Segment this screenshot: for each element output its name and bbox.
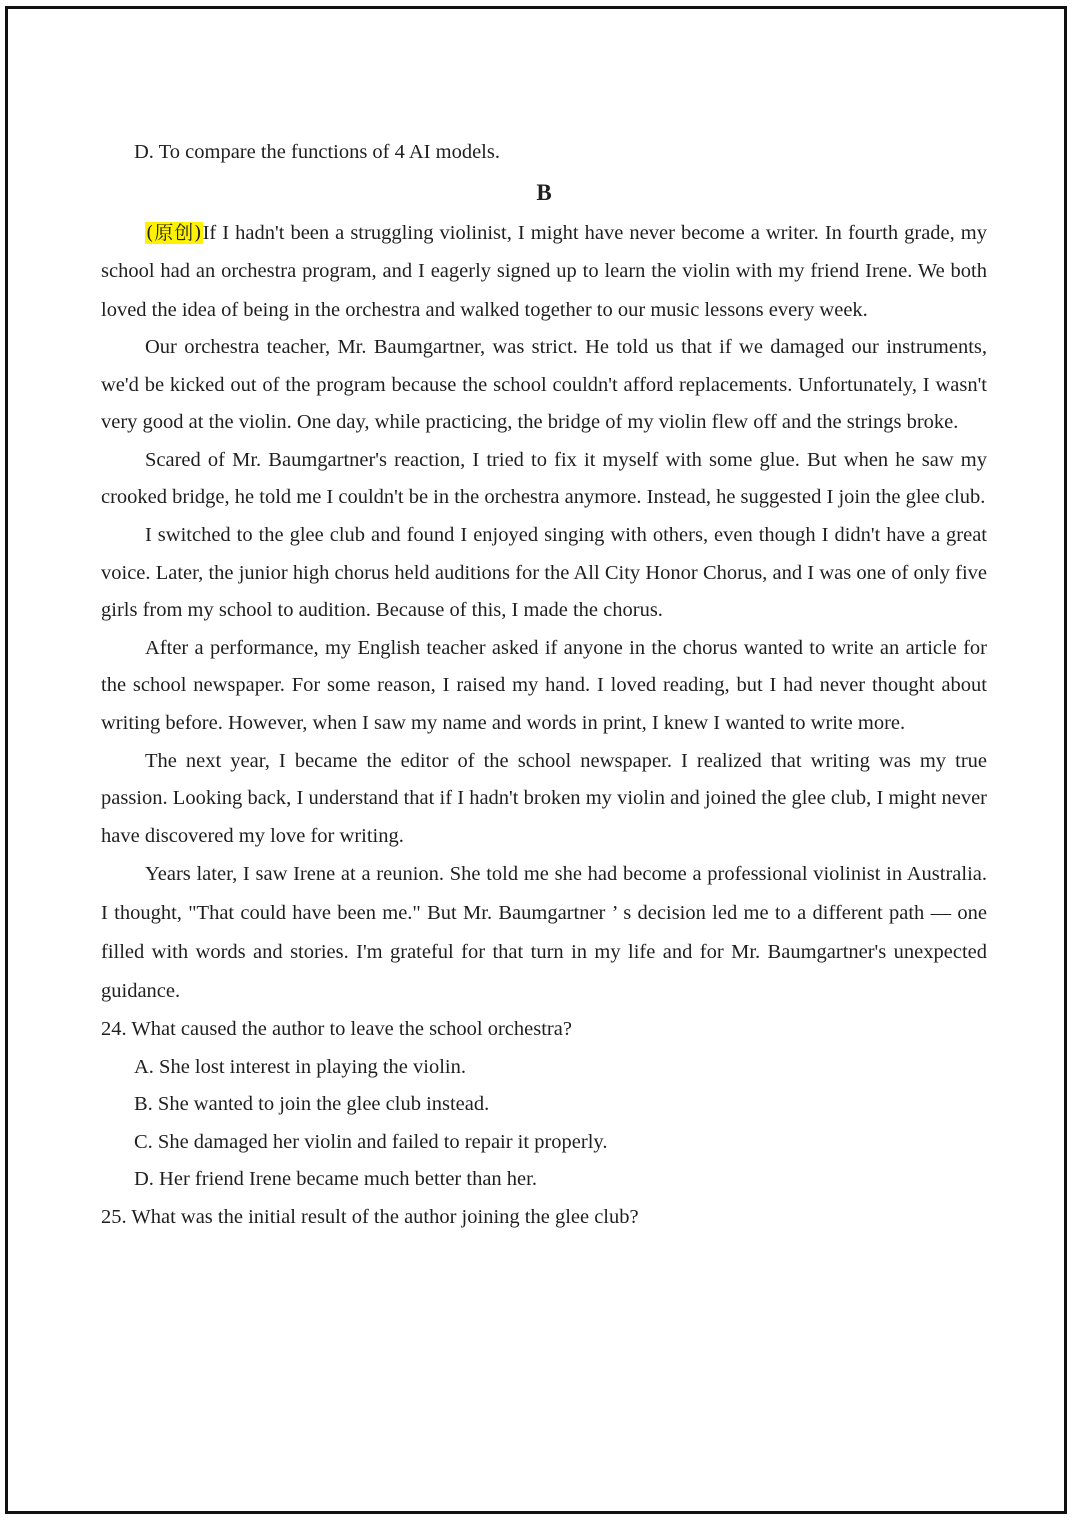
exam-page xyxy=(5,6,1067,1514)
page-content xyxy=(101,134,987,1236)
passage-paragraph xyxy=(101,517,987,630)
prev-question-option-d: D. To compare the functions of 4 AI models. xyxy=(134,141,500,163)
section-heading: B xyxy=(536,179,552,205)
answer-option: D. Her friend Irene became much better than her. xyxy=(134,1168,537,1191)
original-tag: (原创) xyxy=(146,221,202,244)
paragraph-text: I switched to the glee club and found I enjoyed singing with others, even though I didn't have a great voice. Later, the junior high chorus held auditions for the All City Honor Chorus, and I was one of only five girls from my school to audition. Because of this, I made the chorus. xyxy=(101,523,987,622)
paragraph-text: Our orchestra teacher, Mr. Baumgartner, was strict. He told us that if we damaged our instruments, we'd be kicked out of the program because the school couldn't afford replacements. Unfortunately, I wasn't very good at the violin. One day, while practicing, the bridge of my violin flew off and the strings broke. xyxy=(101,336,987,434)
paragraph-text: If I hadn't been a struggling violinist, I might have never become a writer. In fourth grade, my school had an orchestra program, and I eagerly signed up to learn the violin with my friend Irene. We both loved the idea of being in the orchestra and walked together to our music lessons every week. xyxy=(101,221,987,321)
paragraph-text: After a performance, my English teacher asked if anyone in the chorus wanted to write an article for the school newspaper. For some reason, I raised my hand. I loved reading, but I had never thought about writing before. However, when I saw my name and words in print, I knew I wanted to write more. xyxy=(101,636,987,734)
passage-paragraph xyxy=(101,630,987,743)
question-stem: 24. What caused the author to leave the school orchestra? xyxy=(101,1018,572,1041)
paragraph-text: Years later, I saw Irene at a reunion. She told me she had become a professional violinist in Australia. I thought, "That could have been me." But Mr. Baumgartner ’ s decision led me to a different path — one filled with words and stories. I'm grateful for that turn in my life and for Mr. Baumgartner's unexpected guidance. xyxy=(101,863,987,1003)
paragraph-text: Scared of Mr. Baumgartner's reaction, I tried to fix it myself with some glue. But when he saw my crooked bridge, he told me I couldn't be in the orchestra anymore. Instead, he suggested I join the glee club. xyxy=(101,448,987,509)
passage-paragraph xyxy=(101,743,987,856)
answer-option: C. She damaged her violin and failed to repair it properly. xyxy=(134,1130,608,1153)
passage-paragraph xyxy=(101,855,987,1011)
answer-option: A. She lost interest in playing the violin. xyxy=(134,1055,466,1078)
passage-paragraph xyxy=(101,214,987,330)
paragraph-text: The next year, I became the editor of the school newspaper. I realized that writing was my true passion. Looking back, I understand that if I hadn't broken my violin and joined the glee club, I might never have discovered my love for writing. xyxy=(101,749,987,847)
passage-paragraph xyxy=(101,442,987,517)
answer-option: B. She wanted to join the glee club instead. xyxy=(134,1093,490,1116)
passage-paragraph xyxy=(101,329,987,442)
question-stem: 25. What was the initial result of the author joining the glee club? xyxy=(101,1205,639,1228)
